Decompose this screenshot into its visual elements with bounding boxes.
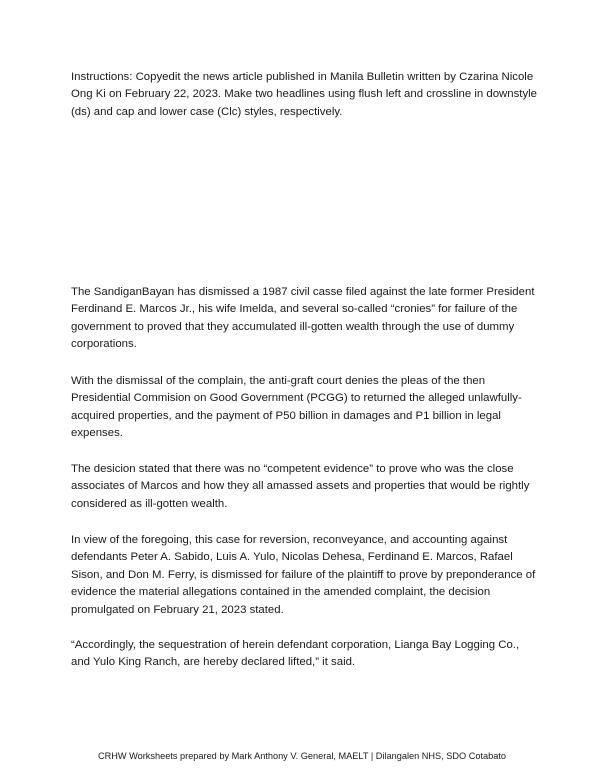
instructions-text: Instructions: Copyedit the news article published in Manila Bulletin written by Czarina Nicole Ong Ki on February 22, 2023. Make two headlines using flush left and crossline in downstyle (ds) and cap and lower case (Clc) styles, respectively.	[71, 71, 538, 118]
article-paragraph-4: In view of the foregoing, this case for reversion, reconveyance, and accounting against defendants Peter A. Sabido, Luis A. Yulo, Nicolas Dehesa, Ferdinand E. Marcos, Rafael Sison, and Don M. Ferry, is dismissed for failure of the plaintiff to prove by preponderance of evidence the material allegations contained in the amended complaint, the decision promulgated on February 21, 2023 stated.	[71, 534, 536, 616]
article-paragraph-2: With the dismissal of the complain, the anti-graft court denies the pleas of the then Presidential Commision on Good Government (PCGG) to returned the alleged unlawfully-acquired properties, and the payment of P50 billion in damages and P1 billion in legal expenses.	[71, 375, 522, 440]
article-paragraph-1: The SandiganBayan has dismissed a 1987 civil casse filed against the late former President Ferdinand E. Marcos Jr., his wife Imelda, and several so-called “cronies” for failure of the government to proved that they accumulated ill-gotten wealth through the use of dummy corporations.	[71, 286, 535, 351]
page-footer: CRHW Worksheets prepared by Mark Anthony V. General, MAELT | Dilangalen NHS, SDO Cotabato	[98, 751, 507, 761]
article-paragraph-5: “Accordingly, the sequestration of herein defendant corporation, Lianga Bay Logging Co., and Yulo King Ranch, are hereby declared lifted,” it said.	[71, 639, 520, 669]
article-paragraph-3: The desicion stated that there was no “competent evidence” to prove who was the close associates of Marcos and how they all amassed assets and properties that would be rightly considered as ill-gotten wealth.	[71, 463, 530, 510]
